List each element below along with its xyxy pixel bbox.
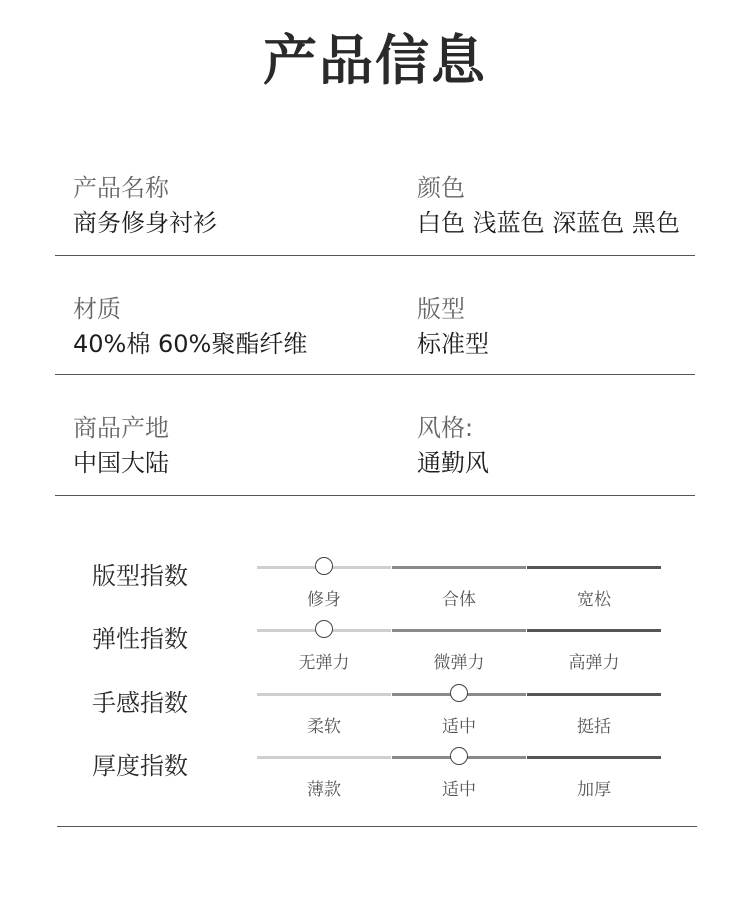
index-label: 厚度指数	[92, 752, 188, 780]
scale-tick-label: 适中	[442, 717, 476, 737]
scale-segment-3	[527, 629, 661, 632]
index-row-thickness	[0, 745, 750, 809]
scale-tick-label: 高弹力	[568, 653, 620, 673]
info-cell-style	[417, 413, 489, 478]
info-cell-origin	[73, 413, 169, 478]
scale-segment-2	[392, 629, 526, 632]
info-value: 中国大陆	[73, 449, 169, 477]
scale-tick-label: 合体	[442, 590, 476, 610]
info-cell-material	[73, 294, 307, 359]
index-row-hand-feel	[0, 682, 750, 746]
index-label: 弹性指数	[92, 625, 188, 653]
info-row	[55, 254, 695, 375]
info-label: 产品名称	[73, 174, 169, 202]
info-label: 风格:	[417, 414, 474, 442]
scale-tick-label: 宽松	[577, 590, 611, 610]
scale-tick-label: 柔软	[307, 717, 341, 737]
info-value: 商务修身衬衫	[73, 209, 217, 237]
info-label: 颜色	[417, 174, 465, 202]
info-label: 商品产地	[73, 414, 169, 442]
scale-tick-label: 挺括	[577, 717, 611, 737]
scale-knob	[450, 747, 468, 765]
info-value: 白色 浅蓝色 深蓝色 黑色	[417, 209, 680, 237]
info-cell-fit	[417, 294, 489, 359]
info-value: 标准型	[417, 330, 489, 358]
scale-tick-label: 加厚	[577, 780, 611, 800]
scale-segment-3	[527, 693, 661, 696]
index-row-fit	[0, 555, 750, 619]
scale-knob	[315, 557, 333, 575]
info-row	[55, 375, 695, 496]
scale-knob	[315, 620, 333, 638]
info-label: 材质	[73, 295, 121, 323]
scale-segment-3	[527, 756, 661, 759]
info-value: 40%棉 60%聚酯纤维	[73, 330, 308, 358]
scale-segment-3	[527, 566, 661, 569]
index-label: 手感指数	[92, 689, 188, 717]
scale-tick-label: 微弹力	[433, 653, 485, 673]
scale-segment-1	[257, 756, 391, 759]
scale-tick-label: 适中	[442, 780, 476, 800]
info-cell-color	[417, 173, 680, 238]
bottom-divider	[57, 826, 697, 827]
index-row-elasticity	[0, 618, 750, 682]
scale-tick-label: 修身	[307, 590, 341, 610]
info-value: 通勤风	[417, 449, 489, 477]
info-row	[55, 135, 695, 256]
scale-knob	[450, 684, 468, 702]
info-label: 版型	[417, 295, 465, 323]
info-cell-product-name	[73, 173, 217, 238]
scale-segment-2	[392, 566, 526, 569]
scale-tick-label: 无弹力	[298, 653, 350, 673]
scale-segment-1	[257, 693, 391, 696]
scale-tick-label: 薄款	[307, 780, 341, 800]
index-label: 版型指数	[92, 562, 188, 590]
page-title: 产品信息	[263, 29, 487, 92]
